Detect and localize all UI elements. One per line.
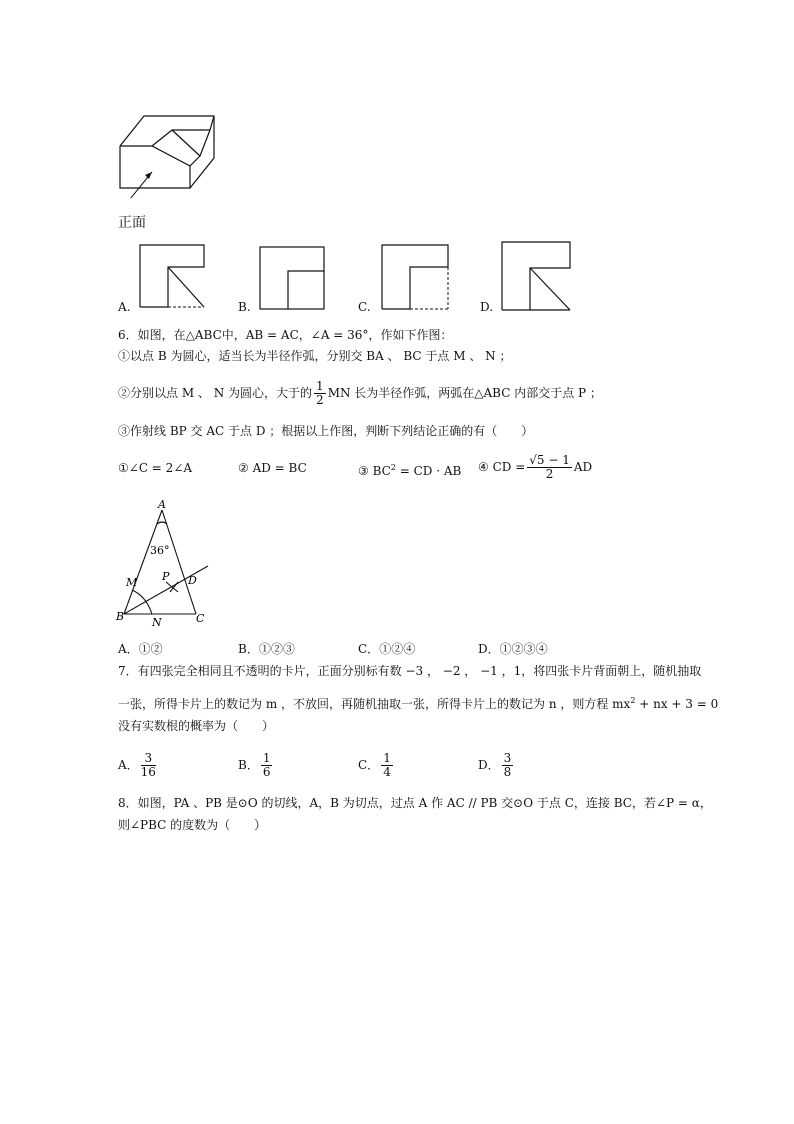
q8-line2: 则∠PBC 的度数为（ ） bbox=[118, 818, 267, 832]
q6-conclusion-4: ④ CD = $\frac{√5 - 1}{2}$ AD bbox=[478, 453, 593, 481]
option-c-figure bbox=[380, 243, 452, 311]
q7-option-c[interactable]: C． $\frac{1}{4}$ bbox=[358, 751, 391, 779]
triangle-figure bbox=[112, 496, 222, 630]
q6-conclusion-1: ①∠C = 2∠A bbox=[118, 461, 193, 475]
label-a: A bbox=[158, 498, 166, 511]
option-d-figure bbox=[500, 240, 574, 312]
q7-line3: 没有实数根的概率为（ ） bbox=[118, 719, 275, 733]
q6-conclusion-2: ② AD = BC bbox=[238, 461, 307, 475]
q7-line1: 7．有四张完全相同且不透明的卡片，正面分别标有数 −3 ， −2 ， −1 ，1，将四张卡片背面朝上，随机抽取 bbox=[118, 664, 702, 678]
q5-option-a[interactable]: A. bbox=[118, 300, 131, 314]
solid-figure bbox=[112, 108, 222, 198]
q6-step2-pre: ②分别以点 M 、 N 为圆心，大于的 bbox=[118, 386, 313, 400]
option-a-figure bbox=[138, 243, 210, 309]
q6-step2-post: MN 长为半径作弧，两弧在△ABC 内部交于点 P ； bbox=[327, 386, 602, 400]
q7-option-b[interactable]: B． $\frac{1}{6}$ bbox=[238, 751, 271, 779]
q7-line2: 一张，所得卡片上的数记为 m ，不放回，再随机抽取一张，所得卡片上的数记为 n ，则方程 $mx^2$ + nx + 3 = 0 bbox=[118, 696, 719, 711]
option-b-figure bbox=[258, 245, 326, 311]
label-p: P bbox=[162, 570, 170, 583]
q7-option-a[interactable]: A． $\frac{3}{16}$ bbox=[118, 751, 156, 779]
q6-stem: 6．如图，在△ABC中，AB = AC，∠A = 36°，作如下作图： bbox=[118, 328, 453, 342]
label-n: N bbox=[152, 616, 162, 629]
q6-option-a[interactable]: A．①② bbox=[118, 642, 163, 656]
label-d: D bbox=[188, 574, 197, 587]
q6-option-d[interactable]: D．①②③④ bbox=[478, 642, 548, 656]
q6-step2 bbox=[118, 378, 602, 408]
front-label: 正面 bbox=[118, 215, 146, 231]
q6-conclusion-3: ③ $BC^2$ = CD · AB bbox=[358, 463, 462, 478]
q5-option-d[interactable]: D. bbox=[480, 300, 494, 314]
q6-step1: ①以点 B 为圆心，适当长为半径作弧，分别交 BA 、 BC 于点 M 、 N ； bbox=[118, 349, 512, 363]
q6-option-b[interactable]: B．①②③ bbox=[238, 642, 295, 656]
q7-option-d[interactable]: D． $\frac{3}{8}$ bbox=[478, 751, 512, 779]
label-b: B bbox=[116, 610, 125, 623]
q6-step2-frac: $\frac{1}{2}$ bbox=[316, 379, 324, 407]
q5-option-c[interactable]: C. bbox=[358, 300, 371, 314]
q6-step3: ③作射线 BP 交 AC 于点 D ；根据以上作图，判断下列结论正确的有（ ） bbox=[118, 424, 534, 438]
label-c: C bbox=[196, 612, 205, 625]
q6-option-c[interactable]: C．①②④ bbox=[358, 642, 416, 656]
label-m: M bbox=[126, 576, 138, 589]
q5-option-b[interactable]: B. bbox=[238, 300, 251, 314]
label-angle: 36° bbox=[150, 544, 170, 557]
q8-line1: 8．如图，PA 、PB 是⊙O 的切线，A，B 为切点，过点 A 作 AC // PB 交⊙O 于点 C，连接 BC，若∠P = α， bbox=[118, 796, 712, 810]
